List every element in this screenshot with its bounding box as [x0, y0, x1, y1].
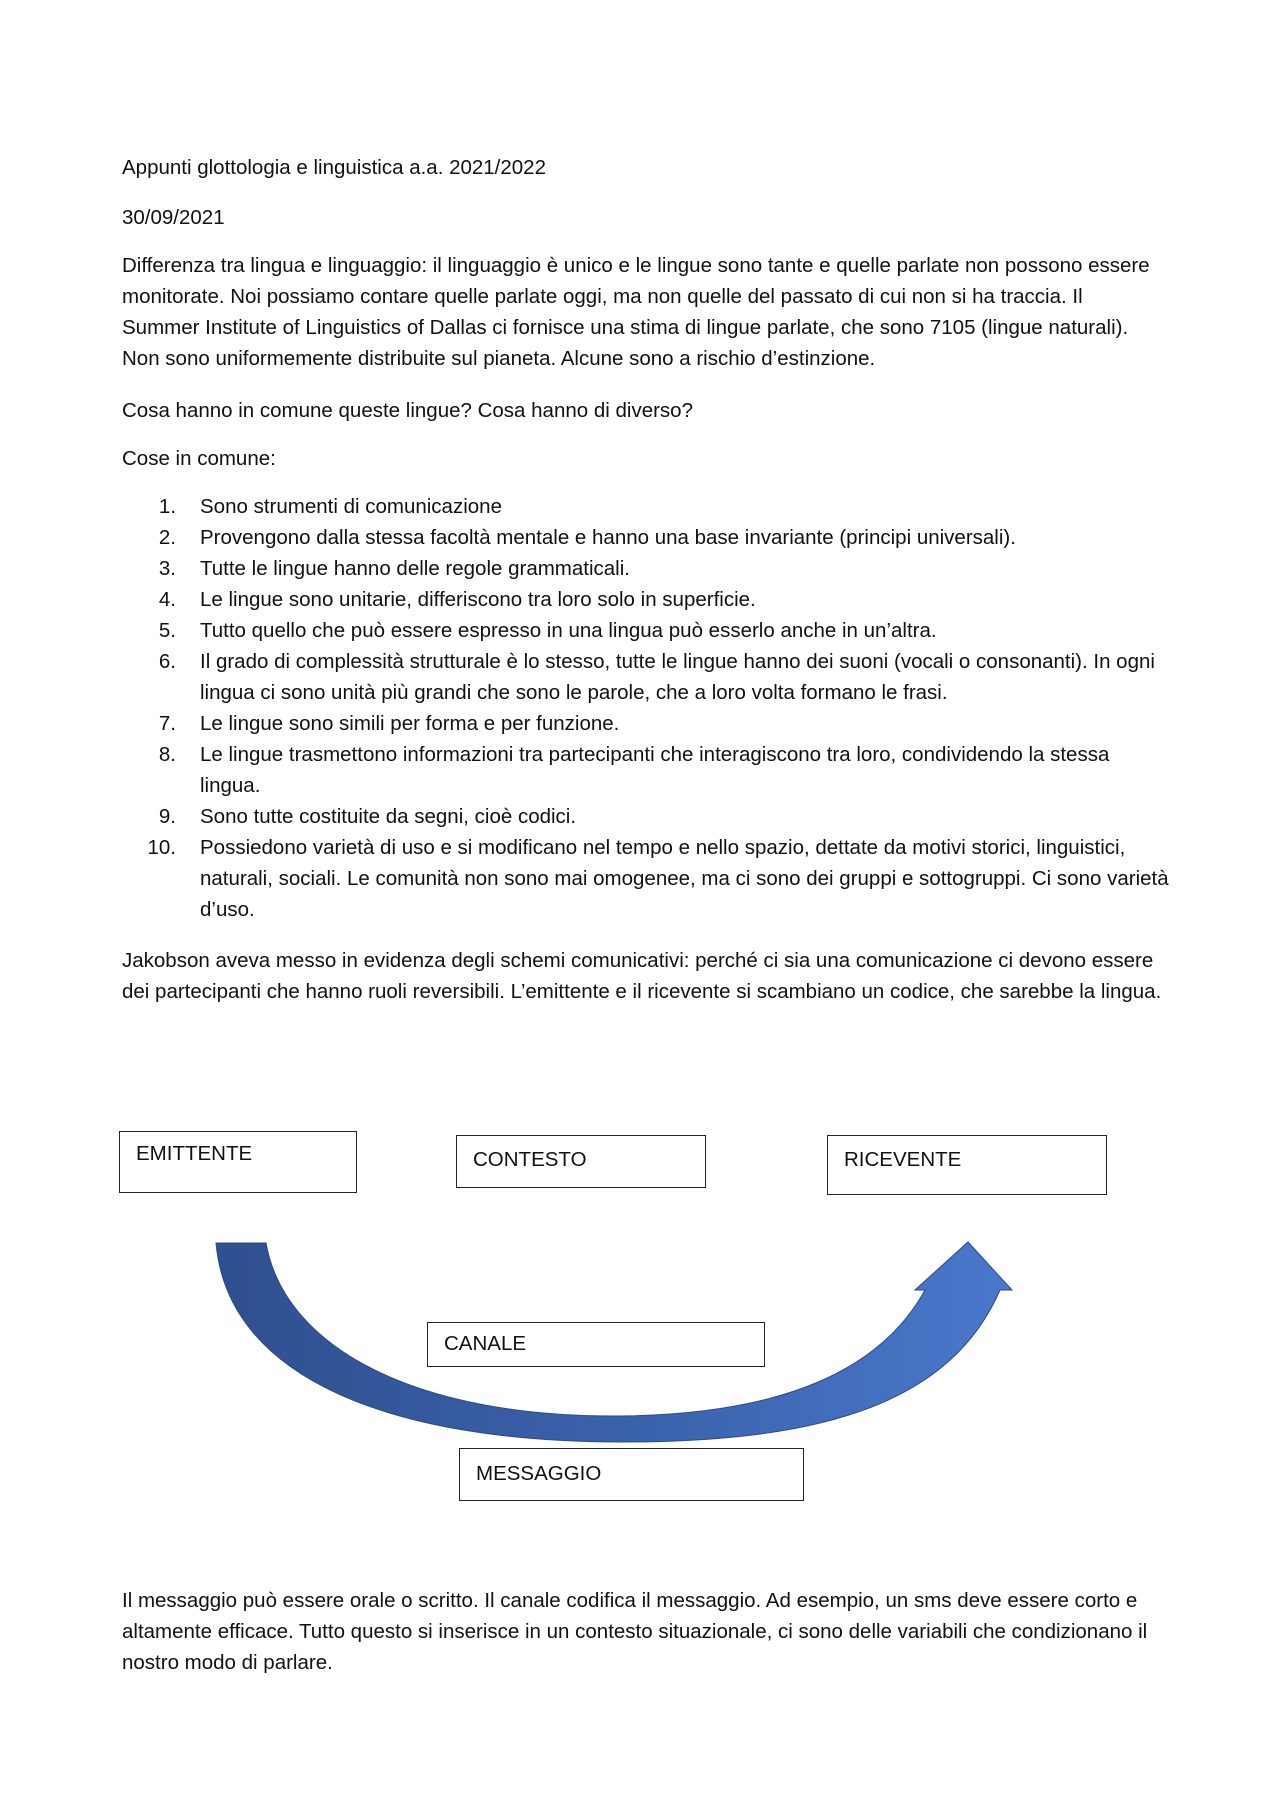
question-line: Cosa hanno in comune queste lingue? Cosa hanno di diverso? — [122, 399, 693, 422]
list-text: Tutto quello che può essere espresso in una lingua può esserlo anche in un’altra. — [200, 619, 937, 642]
common-heading: Cose in comune: — [122, 447, 276, 470]
list-number: 7. — [158, 712, 176, 735]
emittente-label: EMITTENTE — [136, 1142, 253, 1165]
list-number: 5. — [158, 619, 176, 642]
document-date: 30/09/2021 — [122, 206, 225, 229]
emittente-box — [119, 1131, 357, 1193]
canale-label: CANALE — [444, 1332, 527, 1355]
list-text: Le lingue sono unitarie, differiscono tra loro solo in superficie. — [200, 588, 756, 611]
list-number: 2. — [158, 526, 176, 549]
ricevente-box — [827, 1135, 1107, 1195]
list-text: Le lingue trasmettono informazioni tra partecipanti che interagiscono tra loro, condividendo la stessa lingua. — [200, 743, 1110, 797]
intro-paragraph: Differenza tra lingua e linguaggio: il linguaggio è unico e le lingue sono tante e quelle parlate non possono essere monitorate. Noi possiamo contare quelle parlate oggi, ma non quelle del passato di cui non si ha traccia. Il Summer Institute of Linguistics of Dallas ci fornisce una stima di lingue parlate, che sono 7105 (lingue naturali). Non sono uniformemente distribuite sul pianeta. Alcune sono a rischio d’estinzione. — [122, 254, 1150, 370]
closing-paragraph: Il messaggio può essere orale o scritto. Il canale codifica il messaggio. Ad esempio, un sms deve essere corto e altamente efficace. Tutto questo si inserisce in un contesto situazionale, ci sono delle variabili che condizionano il nostro modo di parlare. — [122, 1589, 1148, 1674]
contesto-box — [456, 1135, 706, 1188]
messaggio-label: MESSAGGIO — [476, 1462, 602, 1485]
messaggio-box — [459, 1448, 804, 1501]
list-text: Sono strumenti di comunicazione — [200, 495, 502, 518]
list-number: 10. — [147, 836, 176, 859]
list-number: 3. — [158, 557, 176, 580]
list-text: Il grado di complessità strutturale è lo stesso, tutte le lingue hanno dei suoni (vocali o consonanti). In ogni lingua ci sono unità più grandi che sono le parole, che a loro volta formano le frasi. — [200, 650, 1155, 704]
list-number: 8. — [158, 743, 176, 766]
list-text: Sono tutte costituite da segni, cioè codici. — [200, 805, 577, 828]
ricevente-label: RICEVENTE — [844, 1148, 962, 1171]
list-number: 4. — [158, 588, 176, 611]
list-text: Provengono dalla stessa facoltà mentale e hanno una base invariante (principi universali). — [200, 526, 1016, 549]
contesto-label: CONTESTO — [473, 1148, 587, 1171]
document-title: Appunti glottologia e linguistica a.a. 2021/2022 — [122, 156, 546, 179]
canale-box — [427, 1322, 765, 1367]
jakobson-paragraph: Jakobson aveva messo in evidenza degli schemi comunicativi: perché ci sia una comunicazione ci devono essere dei partecipanti che hanno ruoli reversibili. L’emittente e il ricevente si scambiano un codice, che sarebbe la lingua. — [122, 949, 1162, 1003]
list-number: 9. — [158, 805, 176, 828]
list-text: Possiedono varietà di uso e si modificano nel tempo e nello spazio, dettate da motivi storici, linguistici, naturali, sociali. Le comunità non sono mai omogenee, ma ci sono dei gruppi e sottogruppi. Ci sono varietà d’uso. — [200, 836, 1169, 921]
list-number: 6. — [158, 650, 176, 673]
list-text: Le lingue sono simili per forma e per funzione. — [200, 712, 620, 735]
list-text: Tutte le lingue hanno delle regole grammaticali. — [200, 557, 630, 580]
list-number: 1. — [158, 495, 176, 518]
